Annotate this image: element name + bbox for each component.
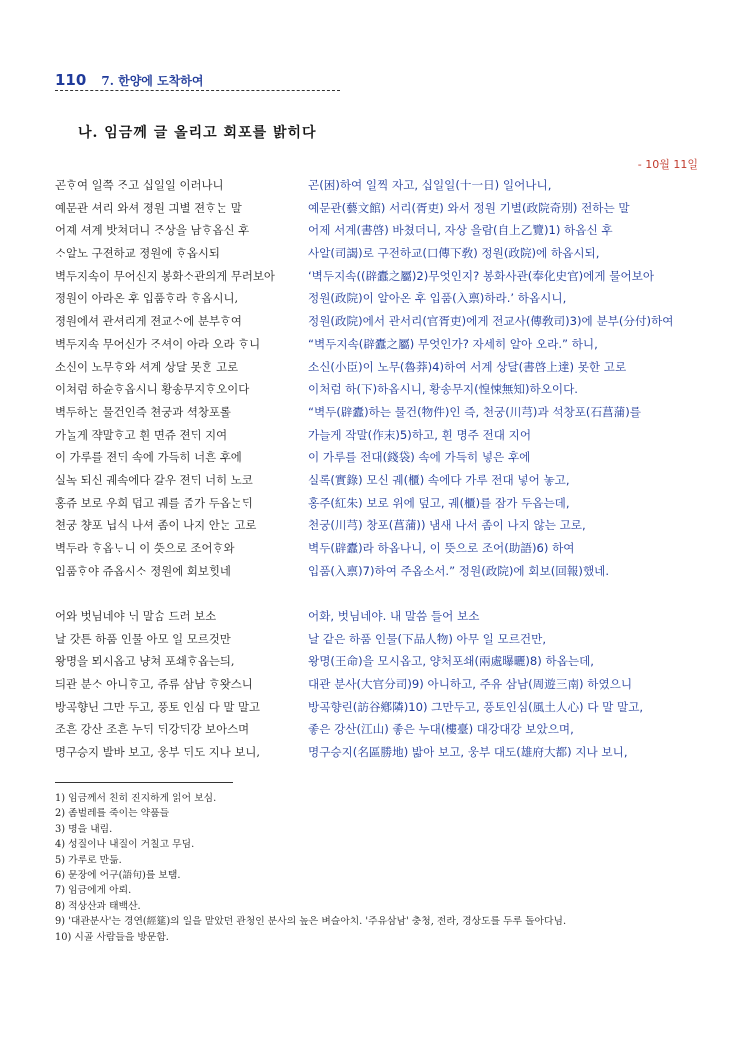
verse-line bbox=[55, 333, 705, 356]
modern-translation: 왕명(王命)을 모시옵고, 양처포쇄(兩處曝曬)8) 하옵는데, bbox=[308, 654, 594, 669]
verse-line bbox=[55, 560, 705, 583]
stanza-2 bbox=[55, 605, 705, 764]
modern-translation: 실록(實錄) 모신 궤(櫃) 속에다 가루 전대 넣어 놓고, bbox=[308, 472, 570, 487]
modern-translation: 어화, 벗님네야. 내 말씀 들어 보소 bbox=[308, 609, 480, 623]
original-text: 벽두하ᄂᆞᆫ 물건인즉 쳔궁과 셕창포롤 bbox=[55, 404, 231, 419]
verse-line bbox=[55, 310, 705, 333]
original-text: 이 가루를 젼ᄃᆡ 속에 가득히 너흔 후에 bbox=[55, 450, 242, 465]
verse-line bbox=[55, 469, 705, 492]
modern-translation: 예문관(藝文館) 서리(胥吏) 와서 정원 기별(政院奇別) 전하는 말 bbox=[308, 200, 630, 215]
original-text: 졍원에셔 관셔리게 젼교ᄉᆞ에 분부ᄒᆞ여 bbox=[55, 314, 242, 329]
modern-translation: “벽두지속(辟蠹之屬) 무엇인가? 자세히 알아 오라.” 하니, bbox=[308, 336, 598, 351]
original-text: 명구승지 발바 보고, 웅부 ᄃᆡ도 지나 보니, bbox=[55, 745, 261, 760]
modern-translation: ‘벽두지속((辟蠹之屬)2)무엇인지? 봉화사관(奉化史官)에게 물어보아 bbox=[308, 268, 655, 283]
date-label: - 10월 11일 bbox=[637, 158, 698, 171]
original-text: 날 갓튼 하품 인물 아모 일 모르것만 bbox=[55, 631, 231, 646]
section-title: 나. 임금께 글 올리고 회포를 밝히다 bbox=[78, 125, 317, 141]
verse-line bbox=[55, 197, 705, 220]
original-text: 벽두라 ᄒᆞ옵ᄂᆞ니 이 ᄯᅳᆺ으로 조어ᄒᆞ와 bbox=[55, 541, 235, 555]
verse-line bbox=[55, 650, 705, 673]
modern-translation: 천궁(川芎) 창포(菖蒲)) 냄새 나서 좀이 나지 않는 고로, bbox=[308, 518, 586, 533]
original-text: 소신이 노무ᄒᆞ와 셔계 상달 못ᄒᆞᆫ 고로 bbox=[55, 359, 239, 374]
modern-translation: 소신(小臣)이 노무(魯莽)4)하여 서계 상달(書啓上達) 못한 고로 bbox=[308, 359, 627, 374]
modern-translation: 방곡향린(訪谷鄕隣)10) 그만두고, 풍토인심(風土人心) 다 말 말고, bbox=[308, 699, 644, 714]
modern-translation: 좋은 강산(江山) 좋은 누대(樓臺) 대강대강 보았으며, bbox=[308, 722, 574, 737]
modern-translation: 대관 분사(大官分司)9) 아니하고, 주유 삼남(周遊三南) 하였으니 bbox=[308, 677, 633, 692]
modern-translation: “벽두(辟蠹)하는 물건(物件)인 즉, 천궁(川芎)과 석창포(石菖蒲)를 bbox=[308, 404, 641, 419]
modern-translation: 정원(政院)에서 관서리(官胥吏)에게 전교사(傳敎司)3)에 분부(分付)하여 bbox=[308, 314, 674, 329]
modern-translation: 가늘게 작말(作末)5)하고, 흰 명주 전대 지어 bbox=[308, 427, 532, 442]
page-number: 110 bbox=[55, 71, 87, 89]
original-text: ᄉᆞ알노 구젼하교 졍원에 ᄒᆞ옵시되 bbox=[55, 246, 220, 261]
verse-line bbox=[55, 174, 705, 197]
page-header bbox=[55, 70, 375, 89]
modern-translation: 벽두(辟蠹)라 하옵나니, 이 뜻으로 조어(助語)6) 하여 bbox=[308, 541, 575, 555]
original-text: 어와 벗님네야 ᄂᆡ 말ᄉᆞᆷ 드러 보소 bbox=[55, 609, 217, 623]
verse-line bbox=[55, 605, 705, 628]
footnote: 2) 좀벌레를 죽이는 약품들 bbox=[55, 808, 170, 820]
verse-line bbox=[55, 628, 705, 651]
modern-translation: 이 가루를 전대(錢袋) 속에 가득히 넣은 후에 bbox=[308, 450, 531, 465]
verse-line bbox=[55, 741, 705, 764]
verse-line bbox=[55, 401, 705, 424]
verse-line bbox=[55, 537, 705, 560]
original-text: 어졔 셔계 밧쳐더니 ᄌᆞ상을 남ᄒᆞ옵신 후 bbox=[55, 223, 250, 238]
footnote: 7) 임금에게 아뢰. bbox=[55, 885, 132, 897]
verse-line bbox=[55, 718, 705, 741]
modern-translation: 명구승지(名區勝地) 밟아 보고, 웅부 대도(雄府大都) 지나 보니, bbox=[308, 745, 628, 760]
original-text: 이쳐럼 하슌ᄒᆞ옵시니 황송무지ᄒᆞ오이다 bbox=[55, 382, 250, 397]
footnote-divider bbox=[55, 782, 233, 783]
footnote: 3) 명을 내림. bbox=[55, 823, 113, 835]
modern-translation: 날 같은 하품 인물(下品人物) 아무 일 모르건만, bbox=[308, 631, 547, 646]
verse-line bbox=[55, 242, 705, 265]
stanza-1 bbox=[55, 174, 705, 582]
original-text: 방곡향닌 그만 두고, 풍토 인심 다 말 말고 bbox=[55, 699, 261, 714]
footnote: 8) 적상산과 태백산. bbox=[55, 900, 141, 912]
verse-line bbox=[55, 378, 705, 401]
original-text: 입품ᄒᆞ야 쥬옵시ᄉᆞ 졍원에 회보ᄒᆡᆺ네 bbox=[55, 563, 231, 578]
footnote: 4) 성질이나 내질이 거칠고 무딤. bbox=[55, 839, 195, 851]
footnotes bbox=[55, 791, 695, 945]
modern-translation: 홍주(紅朱) 보로 위에 덮고, 궤(櫃)를 잠가 두옵는데, bbox=[308, 495, 570, 510]
verse-line bbox=[55, 446, 705, 469]
original-text: 예문관 셔리 와셔 졍원 긔별 젼ᄒᆞᄂᆞᆫ 말 bbox=[55, 200, 242, 215]
original-text: 조흔 강산 조흔 누ᄃᆡ ᄃᆡ강ᄃᆡ강 보아스며 bbox=[55, 722, 250, 737]
chapter-title: 7. 한양에 도착하여 bbox=[101, 74, 204, 88]
original-text: 듸관 분ᄉᆞ 아니ᄒᆞ고, 쥬류 삼남 ᄒᆞ왓스니 bbox=[55, 677, 253, 692]
modern-translation: 곤(困)하여 일찍 자고, 십일일(十一日) 일어나니, bbox=[308, 178, 552, 192]
original-text: 홍쥬 보로 우희 덥고 궤를 ᄌᆞᆷ가 두옵ᄂᆞᆫᄃᆡ bbox=[55, 495, 253, 510]
original-text: 쳔궁 챵포 닙식 나셔 좀이 나지 안ᄂᆞᆫ 고로 bbox=[55, 518, 257, 533]
modern-translation: 입품(入禀)7)하여 주옵소서.” 정원(政院)에 회보(回報)했네. bbox=[308, 563, 610, 578]
verse-line bbox=[55, 514, 705, 537]
original-text: 졍원이 아라온 후 입품ᄒᆞ라 ᄒᆞ옵시니, bbox=[55, 291, 239, 306]
original-text: 벽두지속 무어신가 ᄌᆞ셔이 아라 오라 ᄒᆞ니 bbox=[55, 336, 261, 351]
footnote: 5) 가루로 만듦. bbox=[55, 854, 122, 866]
modern-translation: 정원(政院)이 알아온 후 입품(入禀)하라.’ 하옵시니, bbox=[308, 291, 567, 306]
original-text: 왕명을 뫼시옵고 냥쳐 포쇄ᄒᆞ옵는듸, bbox=[55, 654, 235, 669]
verse-line bbox=[55, 219, 705, 242]
footnote: 9) '대관분사'는 경연(經筵)의 일을 맡았던 관청인 분사의 높은 벼슬아치. '주유삼남' 충청, 전라, 경상도를 두루 돌아다님. bbox=[55, 916, 567, 928]
modern-translation: 이처럼 하(下)하옵시니, 황송무지(惶悚無知)하오이다. bbox=[308, 382, 578, 397]
footnote: 1) 임금께서 친히 진지하게 읽어 보심. bbox=[55, 793, 217, 804]
verse-line bbox=[55, 356, 705, 379]
original-text: 가ᄂᆞᆯ게 쟉말ᄒᆞ고 흰 면쥬 젼ᄃᆡ 지여 bbox=[55, 427, 228, 442]
verse-line bbox=[55, 287, 705, 310]
original-text: 벽두지속이 무어신지 봉화ᄉᆞ관의게 무러보아 bbox=[55, 268, 275, 283]
original-text: 곤ᄒᆞ여 일쯕 ᄌᆞ고 십일일 이러나니 bbox=[55, 178, 224, 192]
verse-line bbox=[55, 696, 705, 719]
verse-line bbox=[55, 673, 705, 696]
modern-translation: 사알(司謁)로 구전하교(口傳下敎) 정원(政院)에 하옵시되, bbox=[308, 246, 600, 261]
original-text: 실녹 되신 궤속에다 갈우 젼ᄃᆡ 너히 노코 bbox=[55, 472, 253, 487]
verse-line bbox=[55, 265, 705, 288]
verse-line bbox=[55, 492, 705, 515]
footnote: 10) 시골 사람들을 방문함. bbox=[55, 931, 169, 943]
header-divider bbox=[55, 90, 340, 91]
modern-translation: 어제 서계(書啓) 바쳤더니, 자상 을람(自上乙覽)1) 하옵신 후 bbox=[308, 223, 613, 238]
footnote: 6) 문장에 어구(語句)를 보탬. bbox=[55, 870, 181, 882]
verse-line bbox=[55, 424, 705, 447]
